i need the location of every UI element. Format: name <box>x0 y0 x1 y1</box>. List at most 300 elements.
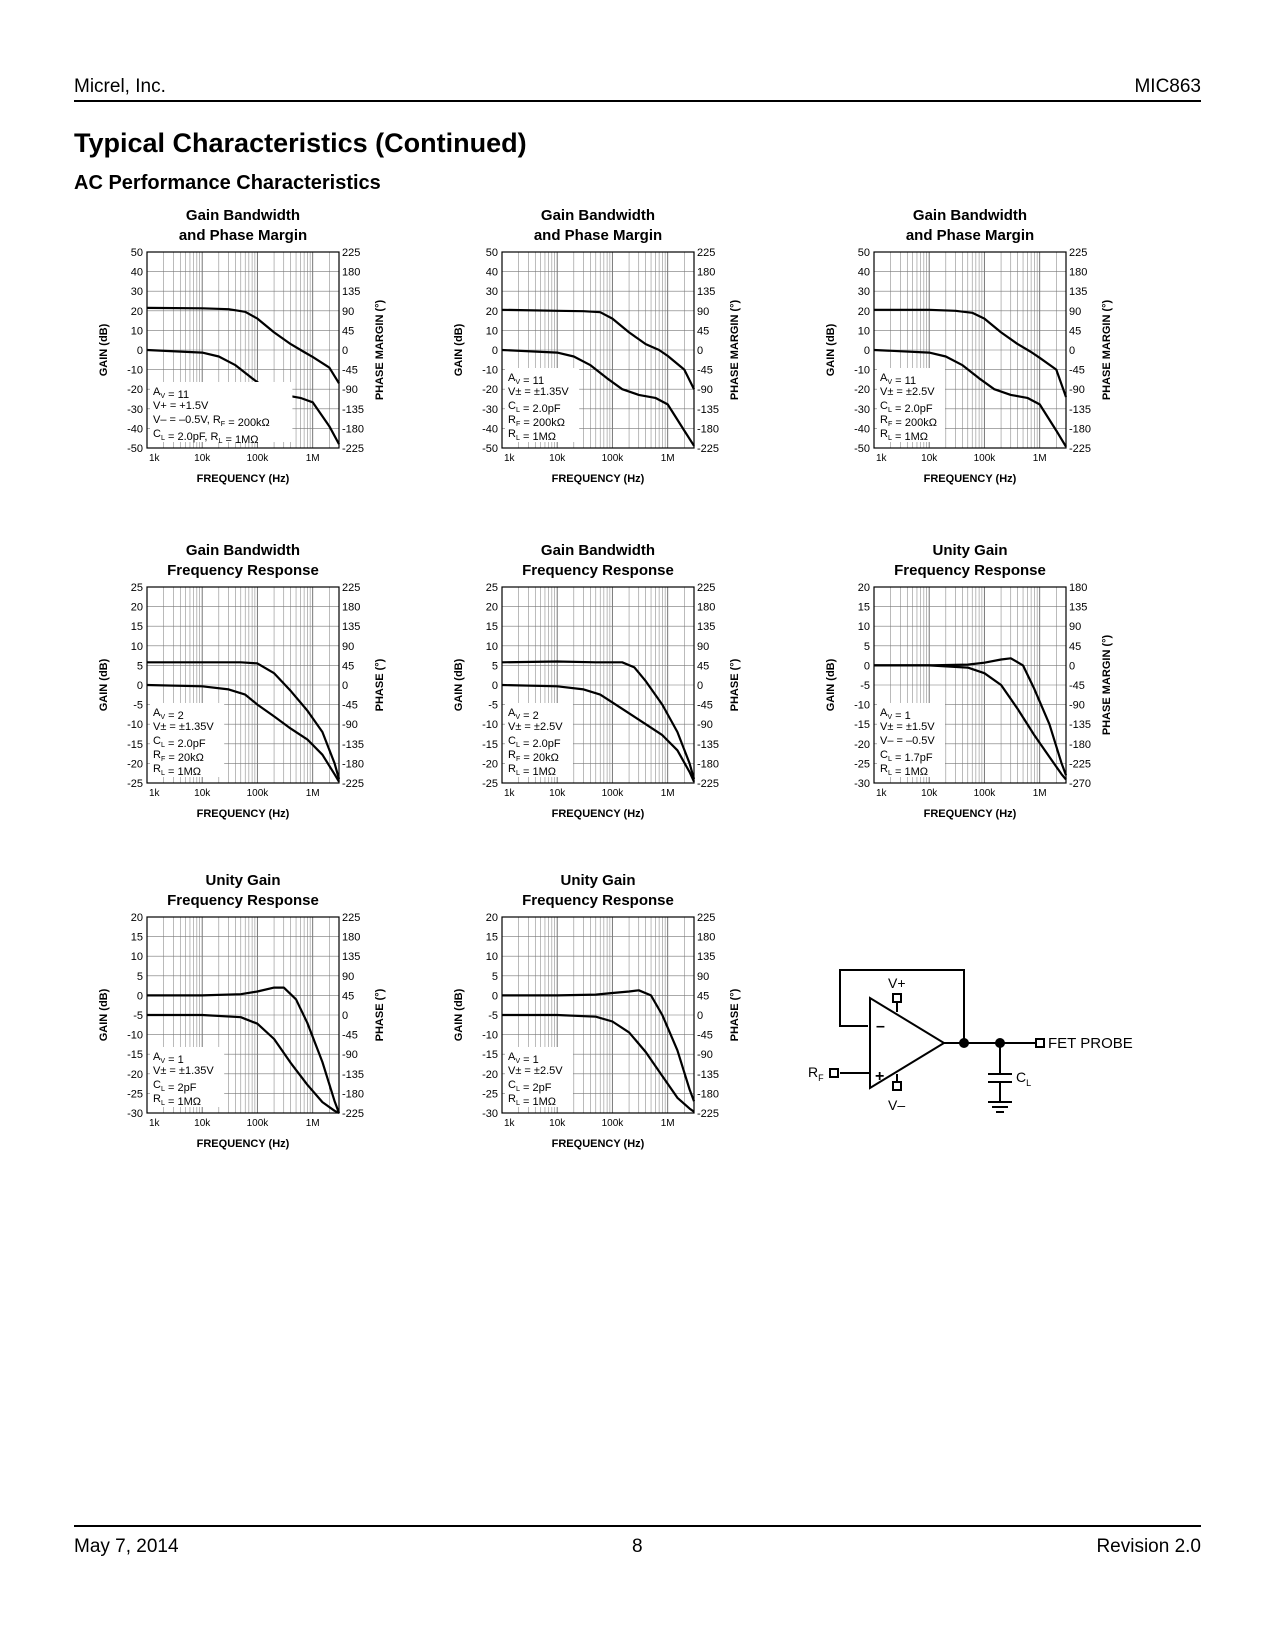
y-tick-label: -20 <box>127 758 143 771</box>
y2-tick-label: 0 <box>342 680 349 692</box>
y2-tick-label: 180 <box>342 266 361 279</box>
y2-tick-label: 90 <box>697 305 710 318</box>
annotation-text: $C_L = 2pF$ <box>153 1079 197 1094</box>
y2-tick-label: -135 <box>697 403 720 416</box>
y-tick-label: 40 <box>857 266 870 279</box>
probe-terminal-icon <box>1036 1039 1044 1047</box>
y-tick-label: -20 <box>854 738 870 751</box>
x-tick-label: 100k <box>601 788 624 799</box>
annotation-text: V± = ±1.5V <box>880 721 935 733</box>
y-tick-label: 20 <box>485 305 498 318</box>
x-tick-label: 10k <box>549 788 566 799</box>
annotation-text: $C_L = 2.0pF$ <box>508 400 561 415</box>
x-tick-label: 100k <box>246 788 269 799</box>
annotation-text: $A_V = 2$ <box>508 707 539 722</box>
annotation-text: $R_L = 1M\Omega$ <box>153 1093 201 1108</box>
annotation-text: V– = –0.5V <box>880 735 935 747</box>
chart-title-line: and Phase Margin <box>178 227 308 244</box>
x-tick-label: 10k <box>921 453 938 464</box>
header-part-number: MIC863 <box>1134 76 1201 97</box>
y2-tick-label: -180 <box>1069 738 1092 751</box>
y-tick-label: 10 <box>485 325 498 338</box>
y-tick-label: -25 <box>127 1088 143 1101</box>
y2-tick-label: -90 <box>342 384 358 397</box>
junction-dot-icon <box>959 1038 969 1048</box>
y-tick-label: -15 <box>482 738 498 751</box>
y-tick-label: 30 <box>857 286 870 299</box>
y2-tick-label: 90 <box>1069 305 1082 318</box>
footer-page-number: 8 <box>632 1536 643 1557</box>
y2-tick-label: -90 <box>342 1049 358 1062</box>
y-tick-label: 10 <box>857 621 870 634</box>
y-tick-label: -15 <box>482 1049 498 1062</box>
y2-tick-label: 225 <box>697 247 716 259</box>
y2-tick-label: 45 <box>697 990 710 1003</box>
y-axis-title: GAIN (dB) <box>453 323 465 377</box>
chart-title-line: Unity Gain <box>205 872 281 889</box>
y-tick-label: 5 <box>491 970 498 983</box>
y-tick-label: 20 <box>130 601 143 614</box>
chart-svg <box>450 206 750 501</box>
x-tick-label: 10k <box>194 453 211 464</box>
y-tick-label: 25 <box>485 582 498 594</box>
x-tick-label: 100k <box>973 453 996 464</box>
y-tick-label: -15 <box>127 1049 143 1062</box>
y2-tick-label: 45 <box>697 660 710 673</box>
y-tick-label: 15 <box>130 621 143 634</box>
x-tick-label: 1k <box>149 788 160 799</box>
chart-title-line: Gain Bandwidth <box>185 542 301 559</box>
y2-tick-label: -90 <box>697 719 713 732</box>
vminus-label: V– <box>888 1097 906 1113</box>
chart-title-line: Frequency Response <box>522 892 674 909</box>
y2-tick-label: 180 <box>1069 582 1088 594</box>
chart-3 <box>822 206 1122 501</box>
y-tick-label: 10 <box>130 951 143 964</box>
y2-tick-label: 90 <box>342 640 355 653</box>
y-tick-label: 0 <box>491 990 498 1003</box>
y-tick-label: -50 <box>482 443 498 455</box>
y-tick-label: -40 <box>854 423 870 436</box>
y2-tick-label: 90 <box>342 305 355 318</box>
x-axis-title: FREQUENCY (Hz) <box>551 1138 645 1150</box>
annotation-text: $A_V = 11$ <box>880 372 917 387</box>
annotation-text: $C_L = 2pF$ <box>508 1079 552 1094</box>
y-axis-title: GAIN (dB) <box>98 658 110 712</box>
y2-tick-label: 225 <box>342 582 361 594</box>
y2-tick-label: -135 <box>697 738 720 751</box>
y-tick-label: -25 <box>482 778 498 790</box>
x-axis-title: FREQUENCY (Hz) <box>196 473 290 485</box>
y2-tick-label: 180 <box>697 601 716 614</box>
y-axis-title: GAIN (dB) <box>453 658 465 712</box>
y2-axis-title: PHASE (°) <box>729 658 741 712</box>
cl-label: $C_L$ <box>1016 1069 1032 1088</box>
x-tick-label: 1M <box>1032 453 1047 464</box>
y2-tick-label: 225 <box>342 912 361 924</box>
y2-tick-label: -135 <box>342 403 365 416</box>
chart-svg <box>450 541 750 836</box>
annotation-text: $C_L = 2.0pF$ <box>880 400 933 415</box>
y2-tick-label: 45 <box>697 325 710 338</box>
y-tick-label: -10 <box>854 699 870 712</box>
y2-axis-title: PHASE (°) <box>374 988 386 1042</box>
y2-tick-label: 0 <box>697 1010 704 1022</box>
chart-svg <box>95 541 395 836</box>
y2-axis-title: PHASE (°) <box>374 658 386 712</box>
y2-tick-label: 45 <box>1069 325 1082 338</box>
footer-revision: Revision 2.0 <box>1096 1536 1201 1557</box>
y-tick-label: 0 <box>863 660 870 673</box>
y-tick-label: 5 <box>136 660 143 673</box>
y2-tick-label: -90 <box>697 1049 713 1062</box>
x-tick-label: 1M <box>305 453 320 464</box>
x-axis-title: FREQUENCY (Hz) <box>551 473 645 485</box>
y-tick-label: -10 <box>482 1029 498 1042</box>
y2-tick-label: 180 <box>697 931 716 944</box>
header-rule <box>74 100 1201 102</box>
y2-tick-label: -225 <box>342 443 365 455</box>
y2-tick-label: -45 <box>697 364 713 377</box>
chart-title-line: Frequency Response <box>894 562 1046 579</box>
y2-tick-label: -225 <box>697 443 720 455</box>
y2-tick-label: -135 <box>342 738 365 751</box>
y-tick-label: -20 <box>127 384 143 397</box>
x-tick-label: 100k <box>601 453 624 464</box>
annotation-text: $A_V = 11$ <box>508 372 545 387</box>
rf-label: $R_F$ <box>808 1064 824 1083</box>
fet-probe-label: FET PROBE <box>1048 1035 1133 1052</box>
y2-tick-label: -180 <box>697 423 720 436</box>
chart-title-line: and Phase Margin <box>905 227 1035 244</box>
y2-tick-label: 225 <box>342 247 361 259</box>
vplus-label: V+ <box>888 975 906 991</box>
chart-svg <box>450 871 750 1166</box>
y2-tick-label: -90 <box>697 384 713 397</box>
x-tick-label: 100k <box>246 453 269 464</box>
y-tick-label: 20 <box>485 912 498 924</box>
y-tick-label: -30 <box>482 403 498 416</box>
y2-tick-label: 135 <box>342 951 361 964</box>
y-tick-label: -10 <box>127 719 143 732</box>
y2-tick-label: -45 <box>697 1029 713 1042</box>
y2-tick-label: 0 <box>697 680 704 692</box>
x-tick-label: 1M <box>305 788 320 799</box>
y2-tick-label: -180 <box>342 1088 365 1101</box>
y2-tick-label: 90 <box>697 640 710 653</box>
y2-tick-label: -180 <box>697 1088 720 1101</box>
x-tick-label: 1k <box>149 453 160 464</box>
y2-tick-label: -225 <box>1069 443 1092 455</box>
y2-tick-label: -135 <box>342 1068 365 1081</box>
y-tick-label: 40 <box>485 266 498 279</box>
y-tick-label: 0 <box>491 345 498 357</box>
annotation-text: $A_V = 1$ <box>508 1051 539 1066</box>
y-tick-label: 20 <box>485 601 498 614</box>
annotation-text: $A_V = 2$ <box>153 707 184 722</box>
minus-input-label: – <box>876 1018 885 1035</box>
y-tick-label: 30 <box>485 286 498 299</box>
x-axis-title: FREQUENCY (Hz) <box>923 808 1017 820</box>
chart-title-line: Gain Bandwidth <box>185 207 301 224</box>
y-tick-label: 0 <box>136 345 143 357</box>
y2-tick-label: 135 <box>697 951 716 964</box>
header-company: Micrel, Inc. <box>74 76 166 97</box>
y2-tick-label: 0 <box>697 345 704 357</box>
y2-tick-label: 45 <box>342 990 355 1003</box>
y-tick-label: -5 <box>488 699 498 712</box>
y2-tick-label: 0 <box>342 1010 349 1022</box>
y-tick-label: -5 <box>860 680 870 692</box>
y-tick-label: -40 <box>127 423 143 436</box>
y-axis-title: GAIN (dB) <box>825 658 837 712</box>
chart-2 <box>450 206 750 501</box>
annotation-text: V± = ±1.35V <box>153 721 214 733</box>
y-tick-label: -10 <box>854 364 870 377</box>
annotation-text: $R_F = 20k\Omega$ <box>153 749 204 764</box>
vminus-terminal-icon <box>893 1082 901 1090</box>
y-tick-label: -30 <box>127 403 143 416</box>
y-tick-label: -5 <box>133 1010 143 1022</box>
y2-tick-label: 225 <box>697 582 716 594</box>
y2-axis-title: PHASE MARGIN (°) <box>1101 634 1113 736</box>
y2-tick-label: -135 <box>1069 719 1092 732</box>
y-tick-label: -25 <box>854 758 870 771</box>
x-tick-label: 1k <box>504 788 515 799</box>
y-tick-label: -20 <box>482 384 498 397</box>
y-tick-label: -30 <box>127 1108 143 1120</box>
x-axis-title: FREQUENCY (Hz) <box>551 808 645 820</box>
page-title: Typical Characteristics (Continued) <box>74 128 527 158</box>
chart-title-line: Frequency Response <box>522 562 674 579</box>
y-tick-label: 10 <box>485 640 498 653</box>
x-axis-title: FREQUENCY (Hz) <box>196 808 290 820</box>
y2-tick-label: -135 <box>1069 403 1092 416</box>
y-tick-label: 10 <box>130 325 143 338</box>
y2-tick-label: 135 <box>1069 601 1088 614</box>
x-tick-label: 100k <box>601 1118 624 1129</box>
y-tick-label: -20 <box>482 1068 498 1081</box>
y2-tick-label: -90 <box>1069 384 1085 397</box>
y2-tick-label: -135 <box>697 1068 720 1081</box>
y-tick-label: -15 <box>854 719 870 732</box>
y2-tick-label: 0 <box>1069 345 1076 357</box>
chart-title-line: Gain Bandwidth <box>912 207 1028 224</box>
annotation-text: $R_L = 1M\Omega$ <box>153 763 201 778</box>
y-tick-label: 0 <box>491 680 498 692</box>
y-tick-label: 30 <box>130 286 143 299</box>
annotation-text: $C_L = 2.0pF$, $R_L = 1M\Omega$ <box>153 428 259 446</box>
y2-tick-label: -225 <box>1069 758 1092 771</box>
annotation-text: $R_F = 200k\Omega$ <box>508 414 565 429</box>
annotation-text: V± = ±1.35V <box>508 386 569 398</box>
y-tick-label: 40 <box>130 266 143 279</box>
y-tick-label: 15 <box>857 601 870 614</box>
chart-title-line: Frequency Response <box>167 562 319 579</box>
y-tick-label: -10 <box>482 364 498 377</box>
x-tick-label: 10k <box>194 1118 211 1129</box>
rf-terminal-icon <box>830 1069 838 1077</box>
y-tick-label: -20 <box>854 384 870 397</box>
y-axis-title: GAIN (dB) <box>453 988 465 1042</box>
plus-input-label: + <box>875 1068 885 1085</box>
y-tick-label: 20 <box>857 305 870 318</box>
x-tick-label: 10k <box>921 788 938 799</box>
annotation-text: $C_L = 2.0pF$ <box>153 735 206 750</box>
annotation-text: $C_L = 1.7pF$ <box>880 749 933 764</box>
x-tick-label: 1k <box>876 788 887 799</box>
y2-tick-label: 90 <box>342 970 355 983</box>
y2-tick-label: 135 <box>1069 286 1088 299</box>
y-tick-label: 10 <box>485 951 498 964</box>
x-tick-label: 100k <box>246 1118 269 1129</box>
y-axis-title: GAIN (dB) <box>98 323 110 377</box>
y-tick-label: 25 <box>130 582 143 594</box>
footer-rule <box>74 1525 1201 1527</box>
chart-title-line: Gain Bandwidth <box>540 207 656 224</box>
y-tick-label: -50 <box>854 443 870 455</box>
y2-tick-label: -180 <box>342 758 365 771</box>
chart-7 <box>95 871 395 1166</box>
annotation-text: $C_L = 2.0pF$ <box>508 735 561 750</box>
y-tick-label: -30 <box>482 1108 498 1120</box>
y2-tick-label: -90 <box>1069 699 1085 712</box>
x-tick-label: 1M <box>1032 788 1047 799</box>
annotation-text: V± = ±2.5V <box>508 1065 563 1077</box>
y2-tick-label: -180 <box>697 758 720 771</box>
x-axis-title: FREQUENCY (Hz) <box>196 1138 290 1150</box>
y2-axis-title: PHASE MARGIN (°) <box>374 299 386 401</box>
chart-title-line: Frequency Response <box>167 892 319 909</box>
y2-tick-label: 0 <box>1069 660 1076 673</box>
y2-tick-label: 135 <box>697 286 716 299</box>
y2-tick-label: 180 <box>342 601 361 614</box>
y-tick-label: -20 <box>127 1068 143 1081</box>
annotation-text: V+ = +1.5V <box>153 400 209 412</box>
annotation-text: V– = –0.5V, $R_F = 200k\Omega$ <box>153 414 270 429</box>
annotation-text: $R_F = 200k\Omega$ <box>880 414 937 429</box>
y2-tick-label: -225 <box>342 1108 365 1120</box>
x-tick-label: 1k <box>876 453 887 464</box>
x-tick-label: 10k <box>194 788 211 799</box>
y-tick-label: 5 <box>491 660 498 673</box>
y2-tick-label: -45 <box>342 364 358 377</box>
y2-tick-label: -270 <box>1069 778 1092 790</box>
y2-tick-label: -45 <box>342 1029 358 1042</box>
y2-tick-label: -225 <box>342 778 365 790</box>
x-tick-label: 1M <box>660 1118 675 1129</box>
y-tick-label: -40 <box>482 423 498 436</box>
y-tick-label: -5 <box>133 699 143 712</box>
x-tick-label: 10k <box>549 453 566 464</box>
y2-tick-label: -225 <box>697 778 720 790</box>
y2-tick-label: 45 <box>1069 640 1082 653</box>
annotation-text: $R_F = 20k\Omega$ <box>508 749 559 764</box>
y-tick-label: -15 <box>127 738 143 751</box>
y2-tick-label: -45 <box>1069 680 1085 692</box>
chart-1 <box>95 206 395 501</box>
y-tick-label: -10 <box>127 1029 143 1042</box>
y-tick-label: 20 <box>857 582 870 594</box>
annotation-text: V± = ±2.5V <box>508 721 563 733</box>
chart-6 <box>822 541 1122 836</box>
y2-tick-label: 45 <box>342 325 355 338</box>
x-tick-label: 100k <box>973 788 996 799</box>
y2-tick-label: 225 <box>697 912 716 924</box>
x-axis-title: FREQUENCY (Hz) <box>923 473 1017 485</box>
y2-tick-label: -225 <box>697 1108 720 1120</box>
y2-tick-label: 135 <box>342 286 361 299</box>
y-tick-label: 10 <box>130 640 143 653</box>
y-tick-label: 20 <box>130 912 143 924</box>
y2-tick-label: 90 <box>1069 621 1082 634</box>
y2-tick-label: -45 <box>1069 364 1085 377</box>
y-tick-label: 0 <box>136 990 143 1003</box>
chart-title-line: Gain Bandwidth <box>540 542 656 559</box>
y-tick-label: 50 <box>130 247 143 259</box>
y2-tick-label: 225 <box>1069 247 1088 259</box>
y2-axis-title: PHASE MARGIN (°) <box>1101 299 1113 401</box>
chart-title-line: Unity Gain <box>932 542 1008 559</box>
chart-title-line: Unity Gain <box>560 872 636 889</box>
y-tick-label: 20 <box>130 305 143 318</box>
x-tick-label: 1M <box>660 788 675 799</box>
x-tick-label: 1M <box>660 453 675 464</box>
annotation-text: V± = ±2.5V <box>880 386 935 398</box>
y-tick-label: -10 <box>482 719 498 732</box>
y-tick-label: -25 <box>127 778 143 790</box>
chart-8 <box>450 871 750 1166</box>
y2-tick-label: 180 <box>1069 266 1088 279</box>
annotation-text: $A_V = 1$ <box>153 1051 184 1066</box>
y2-tick-label: 135 <box>342 621 361 634</box>
chart-title-line: and Phase Margin <box>533 227 663 244</box>
y-tick-label: -30 <box>854 778 870 790</box>
junction-dot-icon <box>995 1038 1005 1048</box>
annotation-text: $R_L = 1M\Omega$ <box>508 763 556 778</box>
y-tick-label: -20 <box>482 758 498 771</box>
y2-tick-label: 135 <box>697 621 716 634</box>
vplus-terminal-icon <box>893 994 901 1002</box>
annotation-text: $R_L = 1M\Omega$ <box>508 428 556 443</box>
y-axis-title: GAIN (dB) <box>98 988 110 1042</box>
x-tick-label: 10k <box>549 1118 566 1129</box>
y-tick-label: 0 <box>136 680 143 692</box>
y-tick-label: 10 <box>857 325 870 338</box>
x-tick-label: 1M <box>305 1118 320 1129</box>
y2-tick-label: -45 <box>697 699 713 712</box>
y2-tick-label: -90 <box>342 719 358 732</box>
section-title: AC Performance Characteristics <box>74 172 381 194</box>
y-tick-label: -30 <box>854 403 870 416</box>
y-axis-title: GAIN (dB) <box>825 323 837 377</box>
y-tick-label: 5 <box>136 970 143 983</box>
y-tick-label: -5 <box>488 1010 498 1022</box>
y2-tick-label: 90 <box>697 970 710 983</box>
chart-svg <box>95 871 395 1166</box>
chart-svg <box>95 206 395 501</box>
y-tick-label: 15 <box>485 621 498 634</box>
y-tick-label: 15 <box>485 931 498 944</box>
y-tick-label: 0 <box>863 345 870 357</box>
chart-svg <box>822 206 1122 501</box>
y-tick-label: 50 <box>485 247 498 259</box>
load-capacitor <box>988 1043 1012 1112</box>
y2-tick-label: -45 <box>342 699 358 712</box>
annotation-text: $R_L = 1M\Omega$ <box>880 763 928 778</box>
y2-tick-label: 180 <box>697 266 716 279</box>
y-tick-label: -10 <box>127 364 143 377</box>
